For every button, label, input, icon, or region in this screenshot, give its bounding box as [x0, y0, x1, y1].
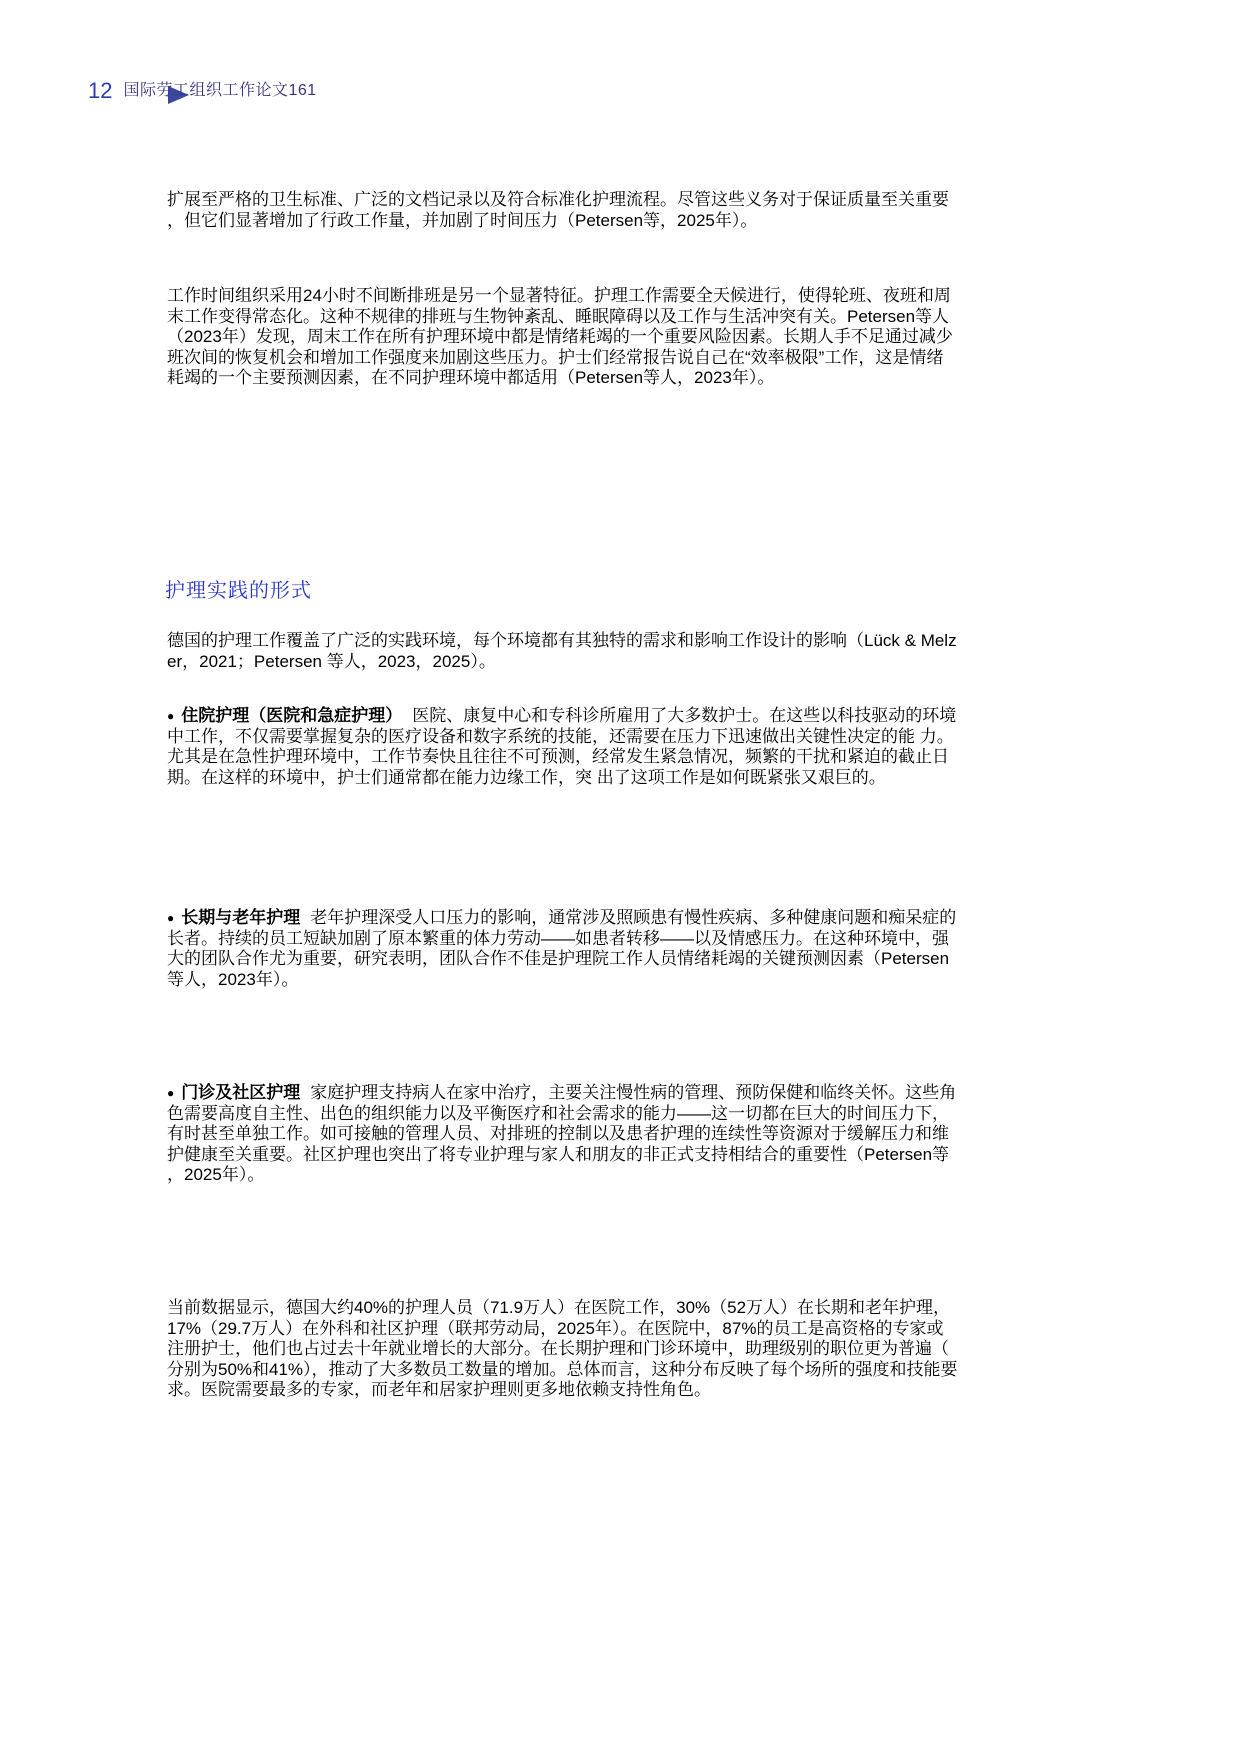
page-header — [88, 78, 317, 104]
paragraph-settings-intro: 德国的护理工作覆盖了广泛的实践环境，每个环境都有其独特的需求和影响工作设计的影响（Lück & Melzer，2021；Petersen 等人，2023，2025）。 — [167, 631, 957, 671]
bullet-title-longterm: 长期与老年护理 — [181, 908, 301, 927]
bullet-icon: ● — [167, 709, 175, 723]
bullet-body-inpatient: 医院、康复中心和专科诊所雇用了大多数护士。在这些以科技驱动的环境中工作，不仅需要掌握复杂的医疗设备和数字系统的技能，还需要在压力下迅速做出关键性决定的能 力。尤其是在急性护理环境中，工作节奏快且往往不可预测，经常发生紧急情况，频繁的干扰和紧迫的截止日期。在这样的环境中，护士们通常都在能力边缘工作，突 出了这项工作是如何既紧张又艰巨的。 — [167, 706, 957, 787]
header-title: 国际劳工组织工作论文161 — [123, 82, 317, 99]
bullet-outpatient-community-care — [167, 1083, 959, 1186]
paragraph-statistics: 当前数据显示，德国大约40%的护理人员（71.9万人）在医院工作，30%（52万人）在长期和老年护理，17%（29.7万人）在外科和社区护理（联邦劳动局，2025年）。在医院中，87%的员工是高资格的专家或注册护士，他们也占过去十年就业增长的大部分。在长期护理和门诊环境中，助理级别的职位更为普遍（分别为50%和41%），推动了大多数员工数量的增加。总体而言，这种分布反映了每个场所的强度和技能要求。医院需要最多的专家，而老年和居家护理则更多地依赖支持性角色。 — [167, 1298, 958, 1399]
bullet-icon: ● — [167, 911, 175, 925]
bullet-body-longterm: 老年护理深受人口压力的影响，通常涉及照顾患有慢性疾病、多种健康问题和痴呆症的长者。持续的员工短缺加剧了原本繁重的体力劳动——如患者转移——以及情感压力。在这种环境中，强大的团队合作尤为重要，研究表明，团队合作不佳是护理院工作人员情绪耗竭的关键预测因素（Petersen等人，2023年）。 — [167, 908, 957, 989]
paragraph-shift-work: 工作时间组织采用24小时不间断排班是另一个显著特征。护理工作需要全天候进行，使得轮班、夜班和周末工作变得常态化。这种不规律的排班与生物钟紊乱、睡眠障碍以及工作与生活冲突有关。Petersen等人（2023年）发现，周末工作在所有护理环境中都是情绪耗竭的一个重要风险因素。长期人手不足通过减少班次间的恢复机会和增加工作强度来加剧这些压力。护士们经常报告说自己在“效率极限”工作，这是情绪耗竭的一个主要预测因素，在不同护理环境中都适用（Petersen等人，2023年）。 — [167, 286, 953, 387]
paragraph-admin-burden: 扩展至严格的卫生标准、广泛的文档记录以及符合标准化护理流程。尽管这些义务对于保证质量至关重要，但它们显著增加了行政工作量，并加剧了时间压力（Petersen等，2025年）。 — [167, 190, 949, 230]
triangle-logo-icon — [168, 86, 189, 104]
section-heading: 护理实践的形式 — [165, 580, 312, 602]
bullet-title-inpatient: 住院护理（医院和急症护理） — [181, 706, 403, 725]
bullet-inpatient-care — [167, 706, 959, 788]
bullet-title-outpatient: 门诊及社区护理 — [181, 1083, 301, 1102]
bullet-icon: ● — [167, 1086, 175, 1100]
bullet-body-outpatient: 家庭护理支持病人在家中治疗，主要关注慢性病的管理、预防保健和临终关怀。这些角色需要高度自主性、出色的组织能力以及平衡医疗和社会需求的能力——这一切都在巨大的时间压力下，有时甚至单独工作。如可接触的管理人员、对排班的控制以及患者护理的连续性等资源对于缓解压力和维护健康至关重要。社区护理也突出了将专业护理与家人和朋友的非正式支持相结合的重要性（Petersen等，2025年）。 — [167, 1083, 957, 1184]
page-number: 12 — [88, 78, 113, 103]
bullet-longterm-elder-care — [167, 908, 959, 990]
